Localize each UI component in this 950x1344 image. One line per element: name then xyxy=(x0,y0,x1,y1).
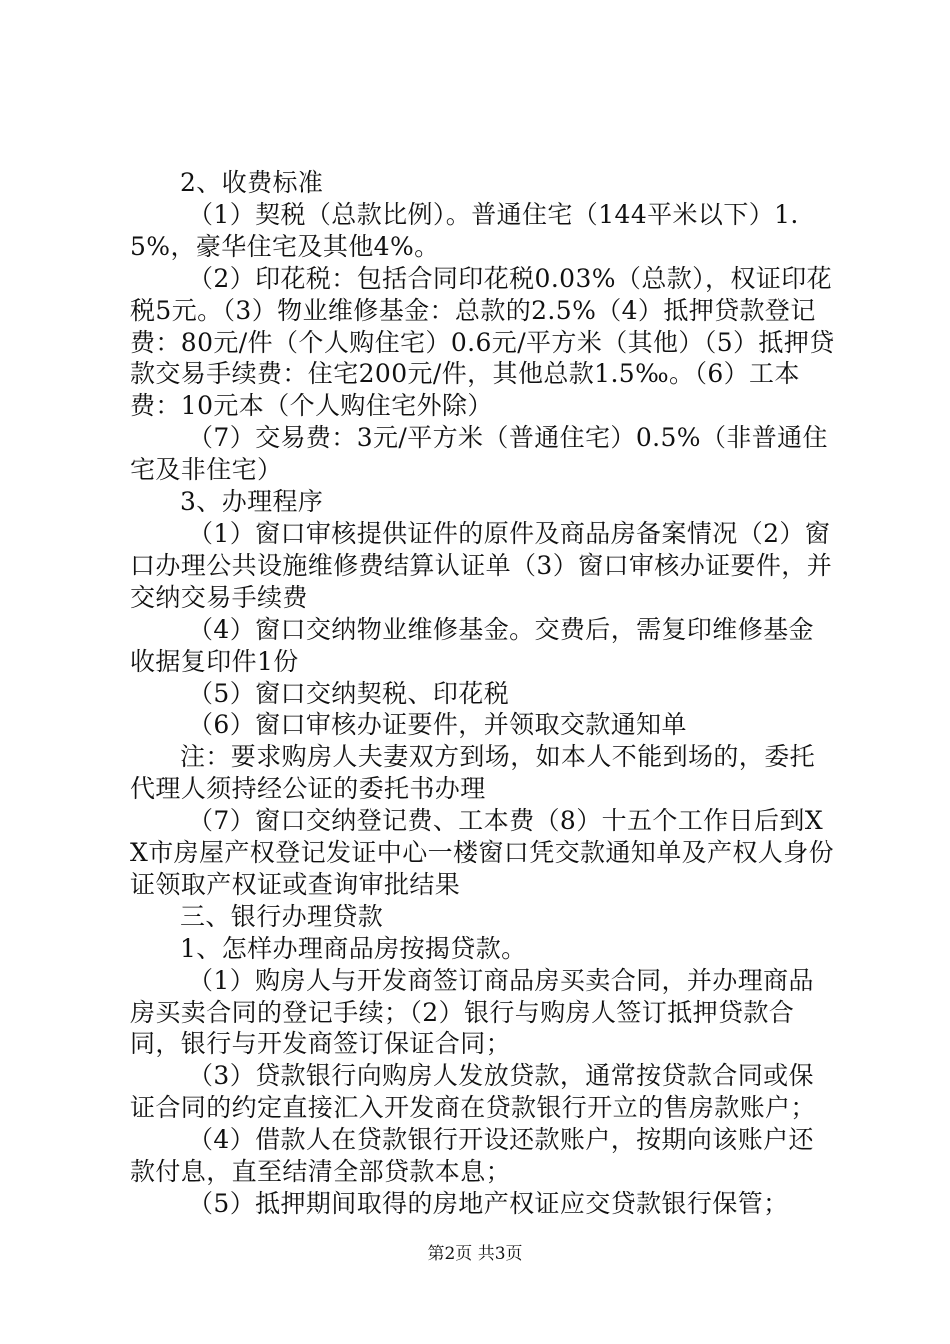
paragraph-procedure-6: （6）窗口审核办证要件，并领取交款通知单 xyxy=(188,710,687,740)
note-paragraph: 注：要求购房人夫妻双方到场，如本人不能到场的，委托代理人须持经公证的委托书办理 xyxy=(130,742,816,804)
paragraph-transaction-fee: （7）交易费：3元/平方米（普通住宅）0.5%（非普通住宅及非住宅） xyxy=(130,423,828,485)
paragraph-loan-step-5: （5）抵押期间取得的房地产权证应交贷款银行保管； xyxy=(188,1189,789,1218)
paragraph-stamp-tax: （2）印花税：包括合同印花税0.03%（总款），权证印花税5元。（3）物业维修基金：总款的2.5%（4）抵押贷款登记费：80元/件（个人购住宅）0.6元/平方米（其他）（5）抵押贷款交易手续费：住宅200元/件，其他总款1.5‰。（6）工本费：10元本（个人购住宅外除） xyxy=(130,263,835,421)
page-number-label: 第2页 共3页 xyxy=(427,1244,523,1264)
page-footer xyxy=(0,1243,950,1265)
subheading-mortgage-howto: 1、怎样办理商品房按揭贷款。 xyxy=(180,933,527,963)
paragraph-loan-step-4: （4）借款人在贷款银行开设还款账户，按期向该账户还款付息，直至结清全部贷款本息； xyxy=(130,1125,814,1187)
paragraph-loan-step-1: （1）购房人与开发商签订商品房买卖合同，并办理商品房买卖合同的登记手续；（2）银行与购房人签订抵押贷款合同，银行与开发商签订保证合同； xyxy=(130,965,814,1059)
paragraph-procedure-7: （7）窗口交纳登记费、工本费（8）十五个工作日后到XX市房屋产权登记发证中心一楼窗口凭交款通知单及产权人身份证领取产权证或查询审批结果 xyxy=(130,806,835,899)
paragraph-procedure-5: （5）窗口交纳契税、印花税 xyxy=(188,678,510,708)
paragraph-loan-step-3: （3）贷款银行向购房人发放贷款，通常按贷款合同或保证合同的约定直接汇入开发商在贷款银行开立的售房款账户； xyxy=(130,1061,816,1123)
section-heading-procedure: 3、办理程序 xyxy=(180,487,324,517)
paragraph-procedure-4: （4）窗口交纳物业维修基金。交费后，需复印维修基金收据复印件1份 xyxy=(130,614,814,676)
section-heading-bank-loan: 三、银行办理贷款 xyxy=(180,901,384,931)
paragraph-deed-tax: （1）契税（总款比例）。普通住宅（144平米以下）1.5%，豪华住宅及其他4%。 xyxy=(130,199,799,261)
section-heading-fee-standard: 2、收费标准 xyxy=(180,168,324,197)
paragraph-procedure-1: （1）窗口审核提供证件的原件及商品房备案情况（2）窗口办理公共设施维修费结算认证单（3）窗口审核办证要件，并交纳交易手续费 xyxy=(130,518,833,612)
document-body xyxy=(130,167,836,1220)
